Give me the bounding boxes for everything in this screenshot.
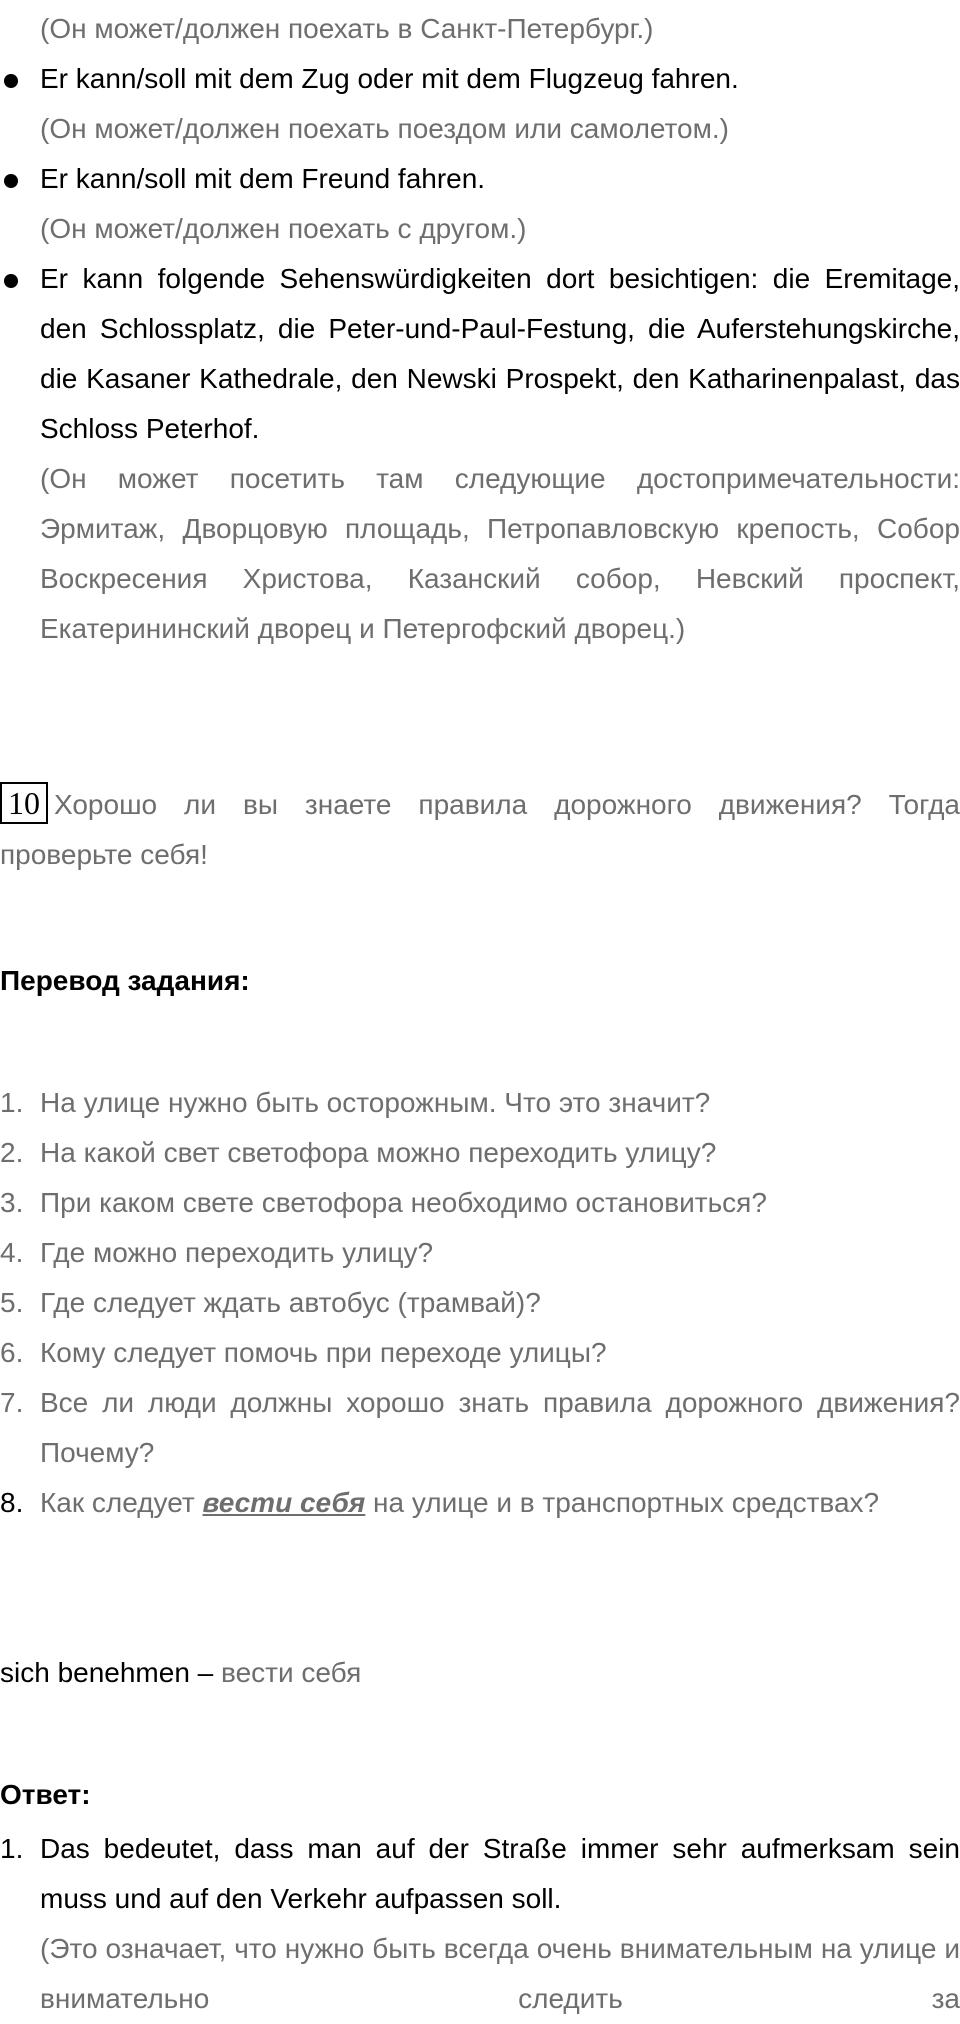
question-text: Кому следует помочь при переходе улицы? xyxy=(40,1337,607,1368)
list-number: 5. xyxy=(0,1287,24,1318)
question-text: Где можно переходить улицу? xyxy=(40,1237,434,1268)
bullet-icon xyxy=(4,74,18,88)
list-number: 4. xyxy=(0,1237,24,1268)
german-sentence: Er kann/soll mit dem Zug oder mit dem Flugzeug fahren. xyxy=(40,63,739,94)
list-number: 1. xyxy=(0,1833,24,1864)
translation-heading: Перевод задания: xyxy=(0,965,250,996)
question-text: Где следует ждать автобус (трамвай)? xyxy=(40,1287,541,1318)
task-text: Хорошо ли вы знаете правила дорожного движения? Тогда проверьте себя! xyxy=(0,789,960,870)
question-text xyxy=(40,1478,960,1528)
answer-text: Das bedeutet, dass man auf der Straße immer sehr aufmerksam sein muss und auf den Verkehr aufpassen soll. xyxy=(40,1833,960,1914)
question-text-part: Как следует xyxy=(40,1487,203,1518)
list-number: 1. xyxy=(0,1087,24,1118)
question-text: При каком свете светофора необходимо остановиться? xyxy=(40,1187,767,1218)
answer-heading: Ответ: xyxy=(0,1779,91,1810)
list-number: 2. xyxy=(0,1137,24,1168)
vocab-german: sich benehmen – xyxy=(0,1657,222,1688)
question-text: На какой свет светофора можно переходить улицу? xyxy=(40,1137,717,1168)
bullet-icon xyxy=(4,174,18,188)
german-sentence: Er kann folgende Sehenswürdigkeiten dort besichtigen: die Eremitage, den Schlossplatz, die Peter-und-Paul-Festung, die Auferstehungskirche, die Kasaner Kathedrale, den Newski Prospekt, den Katharinenpalast, das Schloss Peterhof. xyxy=(40,263,960,444)
list-number: 3. xyxy=(0,1187,24,1218)
bullet-icon xyxy=(4,274,18,288)
list-number: 7. xyxy=(0,1387,24,1418)
question-text-part: на улице и в транспортных средствах? xyxy=(365,1487,880,1518)
vocab-line xyxy=(0,1648,960,1698)
translation-line: (Он может посетить там следующие достопримечательности: Эрмитаж, Дворцовую площадь, Петропавловскую крепость, Собор Воскресения Христова, Казанский собор, Невский проспект, Екатерининский дворец и Петергофский дворец.) xyxy=(40,463,960,644)
list-number: 8. xyxy=(0,1487,24,1518)
translation-line: (Он может/должен поехать в Санкт-Петербург.) xyxy=(40,13,654,44)
question-text: На улице нужно быть осторожным. Что это значит? xyxy=(40,1087,711,1118)
list-number: 6. xyxy=(0,1337,24,1368)
task-number-badge: 10 xyxy=(0,782,48,824)
translation-line: (Он может/должен поехать с другом.) xyxy=(40,213,527,244)
emphasized-phrase: вести себя xyxy=(202,1487,366,1518)
german-sentence: Er kann/soll mit dem Freund fahren. xyxy=(40,163,486,194)
translation-line: (Он может/должен поехать поездом или самолетом.) xyxy=(40,113,729,144)
translation-line: (Это означает, что нужно быть всегда очень внимательным на улице и внимательно следить за xyxy=(40,1933,960,2014)
question-text: Все ли люди должны хорошо знать правила дорожного движения? Почему? xyxy=(40,1387,960,1468)
task-10 xyxy=(0,780,960,880)
vocab-translation: вести себя xyxy=(221,1657,362,1688)
